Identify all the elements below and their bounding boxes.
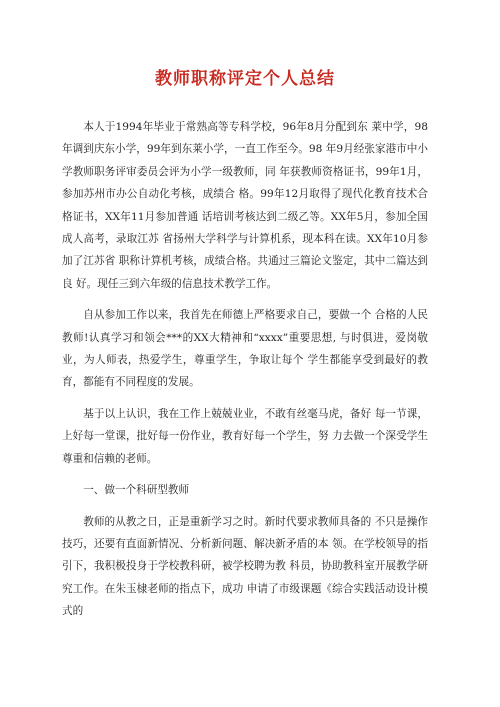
paragraph-work-attitude: 基于以上认识，我在工作上兢兢业业，不敢有丝毫马虎，备好 每一节课，上好每一堂课，批好每一份作业，教育好每一个学生，努 力去做一个深受学生尊重和信赖的老师。 [62,407,428,465]
paragraph-career-history: 本人于1994年毕业于常熟高等专科学校，96年8月分配到东 莱中学，98年调到庆东小学，99年到东莱小学，一直工作至今。98 年9月经张家港市中小学教师职务评审委员会评为小学一级教师，同 年获教师资格证书，99年1月，参加苏州市办公自动化考核，成绩合 格。99年12月取得了现代化教育技术合格证书，XX年11月参加普通 话培训考核达到二级乙等。XX年5月，参加全国成人高考，录取江苏 省扬州大学科学与计算机系，现本科在读。XX年10月参加了江苏省 职称计算机考核，成绩合格。共通过三篇论文鉴定，其中二篇达到良 好。现任三到六年级的信息技术教学工作。 [62,121,428,290]
document-title: 教师职称评定个人总结 [155,69,335,89]
section-heading-research-teacher: 一、做一个科研型教师 [83,484,190,497]
paragraph-teaching-ethics: 自从参加工作以来，我首先在师德上严格要求自己，要做一个 合格的人民教师!认真学习和领会***的XX大精神和“xxxx”重要思想, 与时俱进，爱岗敬业，为人师表，热爱学生，尊重学生，争取让每个 学生都能享受到最好的教育，都能有不同程度的发展。 [62,309,428,389]
paragraph-research-work: 教师的从教之日，正是重新学习之时。新时代要求教师具备的 不只是操作技巧，还要有直面新情况、分析新问题、解决新矛盾的本 领。在学校领导的指引下，我积极投身于学校教科研，被学校聘为教 科员，协助教科室开展教学研究工作。在朱玉棣老师的指点下，成功 申请了市级课题《综合实践活动设计模式的 [62,515,428,618]
